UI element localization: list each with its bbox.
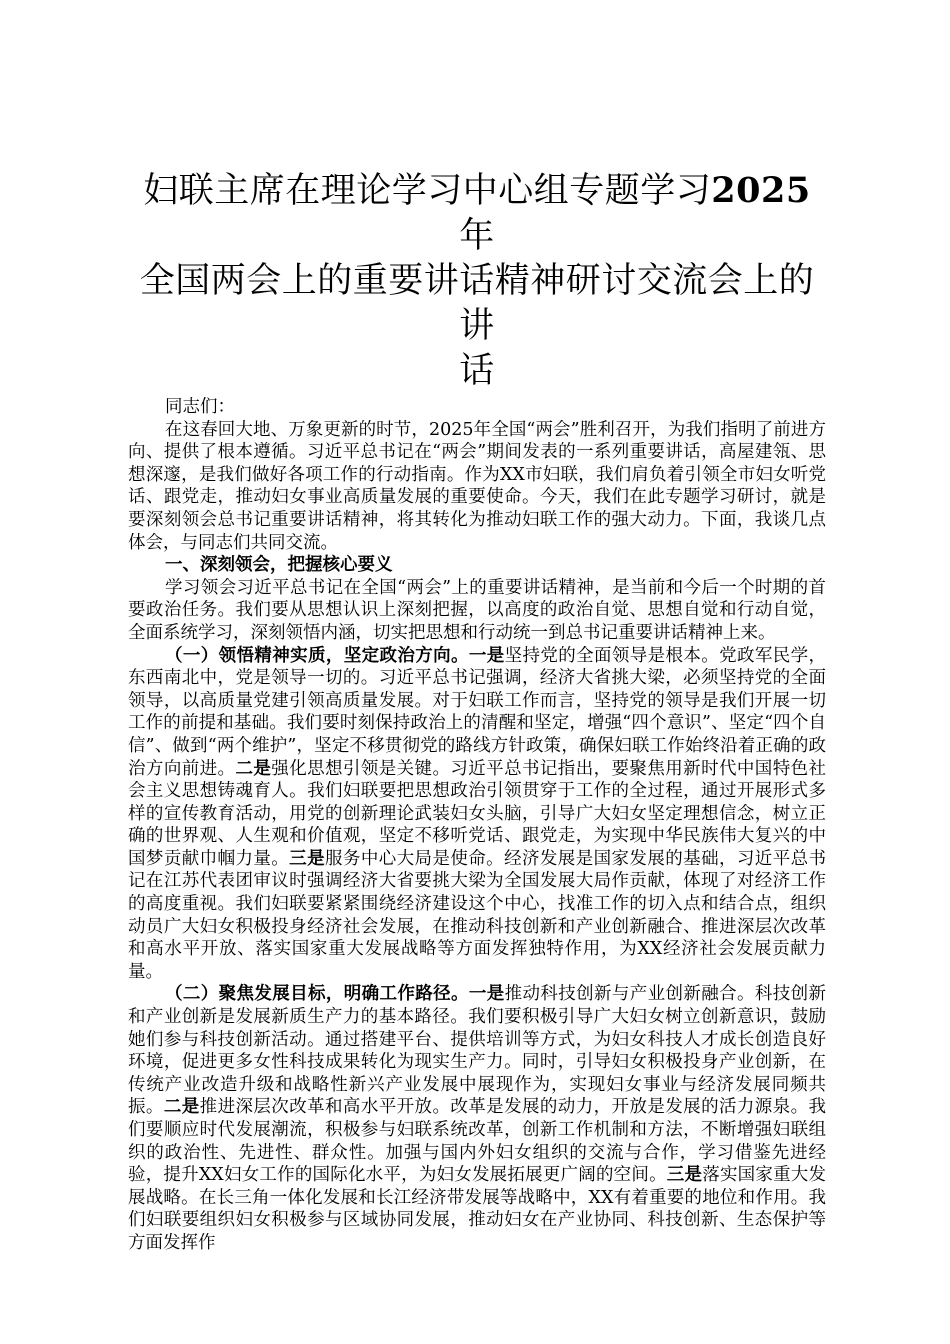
point-label: 一是 <box>468 984 505 1005</box>
point-text: 强化思想引领是关键。习近平总书记指出，要聚焦用新时代中国特色社会主义思想铸魂育人。我们妇联要把思想政治引领贯穿于工作的全过程，通过开展形式多样的宣传教育活动，用党的创新理论武装妇女头脑，引导广大妇女坚定理想信念，树立正确的世界观、人生观和价值观，坚定不移听党话、跟党走，为实现中华民族伟大复兴的中国梦贡献巾帼力量。 <box>128 758 827 869</box>
document-page <box>128 168 826 1255</box>
title-line-2: 全国两会上的重要讲话精神研讨交流会上的讲 <box>139 261 815 346</box>
point-label: 一是 <box>468 645 505 666</box>
section-1-lead: 学习领会习近平总书记在全国“两会”上的重要讲话精神，是当前和今后一个时期的首要政治任务。我们要从思想认识上深刻把握，以高度的政治自觉、思想自觉和行动自觉，全面系统学习，深刻领悟内涵，切实把思想和行动统一到总书记重要讲话精神上来。 <box>128 577 826 643</box>
point-text: 推进深层次改革和高水平开放。改革是发展的动力，开放是发展的活力源泉。我们要顺应时代发展潮流，积极参与妇联系统改革，创新工作机制和方法，不断增强妇联组织的政治性、先进性、群众性。加强与国内外妇女组织的交流与合作，学习借鉴先进经验，提升XX妇女工作的国际化水平，为妇女发展拓展更广阔的空间。 <box>128 1097 827 1186</box>
title-year: 2025 <box>711 170 811 211</box>
point-text: 推动科技创新与产业创新融合。科技创新和产业创新是发展新质生产力的基本路径。我们要积极引导广大妇女树立创新意识，鼓励她们参与科技创新活动。通过搭建平台、提供培训等方式，为妇女科技人才成长创造良好环境，促进更多女性科技成果转化为现实生产力。同时，引导妇女积极投身产业创新，在传统产业改造升级和战略性新兴产业发展中展现作为，实现妇女事业与经济发展同频共振。 <box>128 984 826 1118</box>
point-text: 坚持党的全面领导是根本。党政军民学，东西南北中，党是领导一切的。习近平总书记强调，经济大省挑大梁，必须坚持党的全面领导，以高质量党建引领高质量发展。对于妇联工作而言，坚持党的领导是我们开展一切工作的前提和基础。我们要时刻保持政治上的清醒和坚定，增强“四个意识”、坚定“四个自信”、做到“两个维护”，坚定不移贯彻党的路线方针政策，确保妇联工作始终沿着正确的政治方向前进。 <box>128 645 826 779</box>
point-label: 三是 <box>289 848 325 869</box>
title-line-1-a: 妇联主席在理论学习中心组专题学习 <box>143 171 712 211</box>
title-line-3: 话 <box>459 351 495 391</box>
point-label: 二是 <box>235 758 272 779</box>
point-text: 落实国家重大发展战略。在长三角一体化发展和长江经济带发展等战略中，XX有着重要的地位和作用。我们妇联要组织妇女积极参与区域协同发展，推动妇女在产业协同、科技创新、生态保护等方面发挥作 <box>128 1165 827 1253</box>
document-title <box>128 168 826 394</box>
subsection-2-paragraph <box>128 983 826 1254</box>
subsection-1-heading: （一）领悟精神实质，坚定政治方向。 <box>165 645 469 666</box>
section-1-heading: 一、深刻领会，把握核心要义 <box>165 555 393 576</box>
point-text: 服务中心大局是使命。经济发展是国家发展的基础，习近平总书记在江苏代表团审议时强调经济大省要挑大梁为全国发展大局作贡献，体现了对经济工作的高度重视。我们妇联要紧紧围绕经济建设这个中心，找准工作的切入点和结合点，组织动员广大妇女积极投身经济社会发展，在推动科技创新和产业创新融合、推进深层次改革和高水平开放、落实国家重大发展战略等方面发挥独特作用，为XX经济社会发展贡献力量。 <box>128 848 827 982</box>
greeting: 同志们： <box>165 397 235 417</box>
subsection-1-paragraph <box>128 645 826 984</box>
intro-paragraph: 在这春回大地、万象更新的时节，2025年全国“两会”胜利召开，为我们指明了前进方向、提供了根本遵循。习近平总书记在“两会”期间发表的一系列重要讲话，高屋建瓴、思想深邃，是我们做好各项工作的行动指南。作为XX市妇联，我们肩负着引领全市妇女听党话、跟党走，推动妇女事业高质量发展的重要使命。今天，我们在此专题学习研讨，就是要深刻领会总书记重要讲话精神，将其转化为推动妇联工作的强大动力。下面，我谈几点体会，与同志们共同交流。 <box>128 419 826 553</box>
point-label: 二是 <box>163 1097 200 1118</box>
subsection-2-heading: （二）聚焦发展目标，明确工作路径。 <box>165 984 469 1005</box>
point-label: 三是 <box>666 1165 703 1186</box>
title-line-1-c: 年 <box>459 216 495 256</box>
title-line-1 <box>128 168 826 259</box>
